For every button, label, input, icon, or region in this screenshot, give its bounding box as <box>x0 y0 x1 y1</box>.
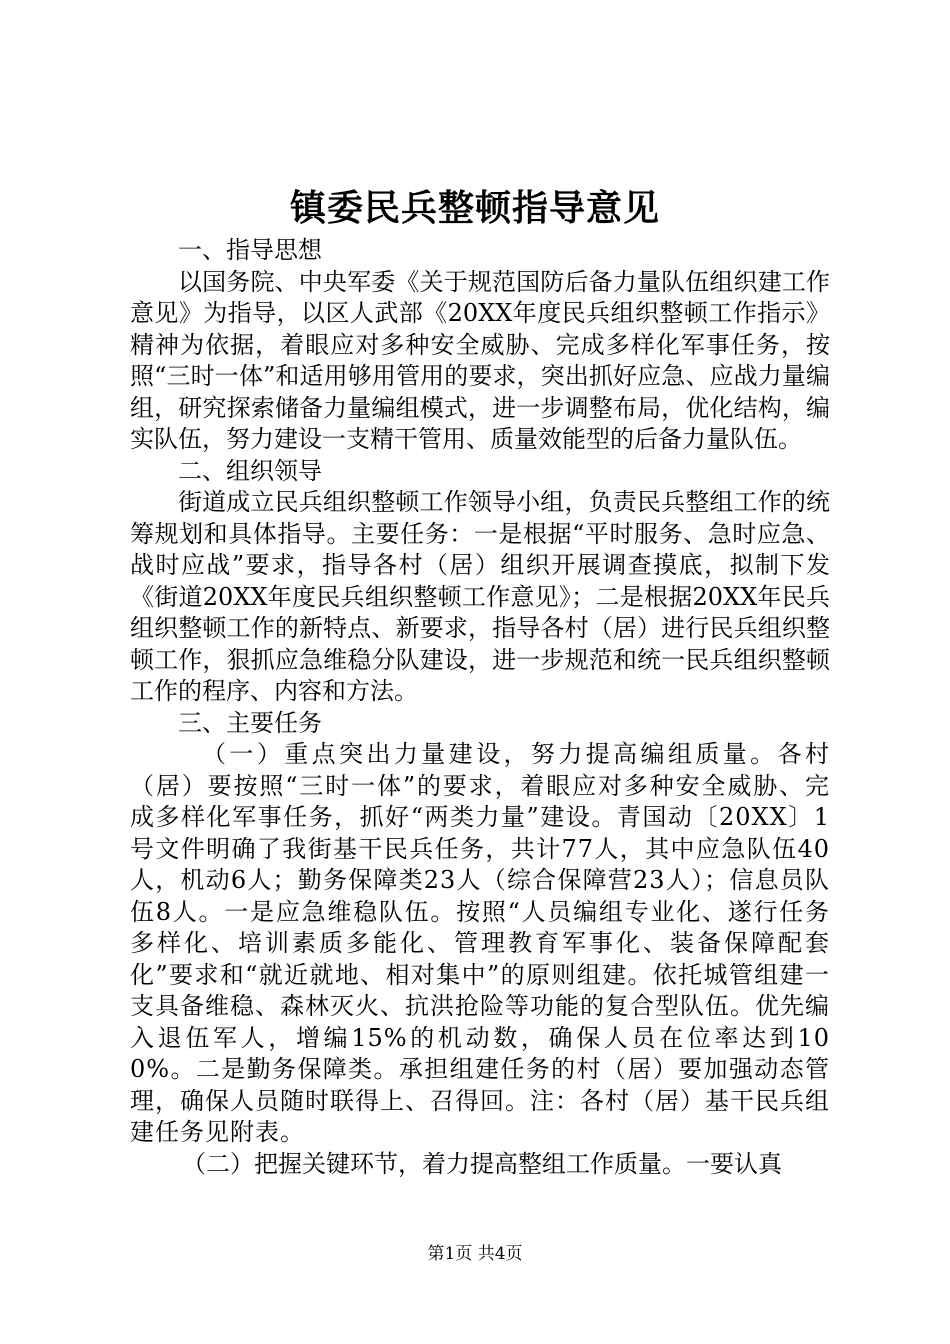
paragraph-guiding-thought: 以国务院、中央军委《关于规范国防后备力量队伍组织建工作意见》为指导，以区人武部《20XX年度民兵组织整顿工作指示》精神为依据，着眼应对多种安全威胁、完成多样化军事任务，按照“三时一体”和适用够用管用的要求，突出抓好应急、应战力量编组，研究探索储备力量编组模式，进一步调整布局，优化结构，编实队伍，努力建设一支精干管用、质量效能型的后备力量队伍。 <box>130 267 830 453</box>
paragraph-task-one: （一）重点突出力量建设，努力提高编组质量。各村（居）要按照“三时一体”的要求，着眼应对多种安全威胁、完成多样化军事任务，抓好“两类力量”建设。青国动〔20XX〕1号文件明确了我街基干民兵任务，共计77人，其中应急队伍40人，机动6人；勤务保障类23人（综合保障营23人）；信息员队伍8人。一是应急维稳队伍。按照“人员编组专业化、遂行任务多样化、培训素质多能化、管理教育军事化、装备保障配套化”要求和“就近就地、相对集中”的原则组建。依托城管组建一支具备维稳、森林灭火、抗洪抢险等功能的复合型队伍。优先编入退伍军人，增编15%的机动数，确保人员在位率达到100%。二是勤务保障类。承担组建任务的村（居）要加强动态管理，确保人员随时联得上、召得回。注：各村（居）基干民兵组建任务见附表。 <box>130 740 830 1146</box>
section-heading-organization-leadership: 二、组织领导 <box>178 456 322 485</box>
section-heading-guiding-thought: 一、指导思想 <box>178 236 322 264</box>
paragraph-task-two: （二）把握关键环节，着力提高整组工作质量。一要认真 <box>182 1149 782 1178</box>
page-number-footer: 第1页 共4页 <box>427 1244 523 1264</box>
section-heading-main-tasks: 三、主要任务 <box>178 708 322 737</box>
document-body <box>130 235 830 1180</box>
paragraph-organization-leadership: 街道成立民兵组织整顿工作领导小组，负责民兵整组工作的统筹规划和具体指导。主要任务：一是根据“平时服务、急时应急、战时应战”要求，指导各村（居）组织开展调查摸底，拟制下发《街道20XX年度民兵组织整顿工作意见》；二是根据20XX年民兵组织整顿工作的新特点、新要求，指导各村（居）进行民兵组织整顿工作，狠抓应急维稳分队建设，进一步规范和统一民兵组织整顿工作的程序、内容和方法。 <box>130 488 830 705</box>
document-title: 镇委民兵整顿指导意见 <box>289 187 660 229</box>
